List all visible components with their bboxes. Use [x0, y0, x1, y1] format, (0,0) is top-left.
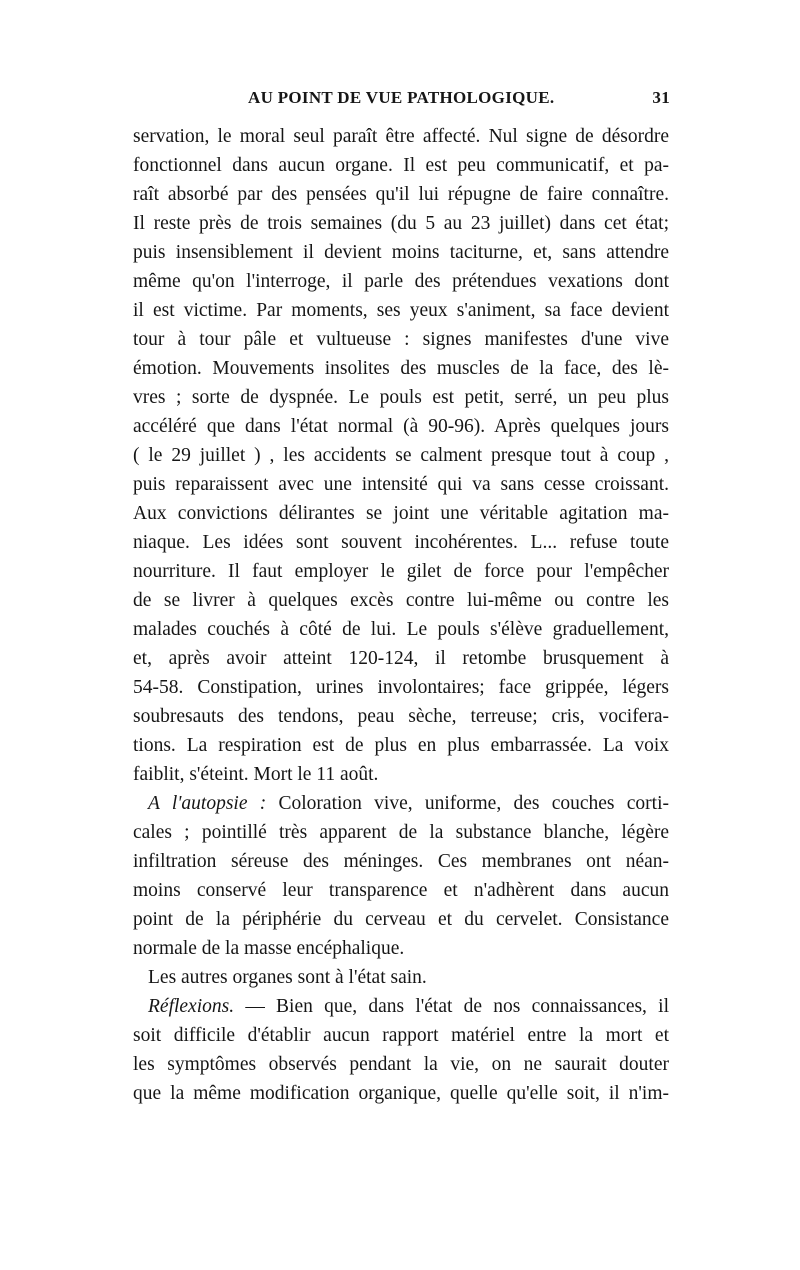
text-line: infiltration séreuse des méninges. Ces membranes ont néan-: [133, 851, 669, 872]
text-line: soit difficile d'établir aucun rapport matériel entre la mort et: [133, 1025, 669, 1046]
text-line: accéléré que dans l'état normal (à 90-96). Après quelques jours: [133, 416, 669, 437]
text-line: vres ; sorte de dyspnée. Le pouls est petit, serré, un peu plus: [133, 387, 669, 408]
reflections-text: — Bien que, dans l'état de nos connaissances, il: [234, 996, 669, 1017]
running-title: AU POINT DE VUE PATHOLOGIQUE.: [248, 88, 555, 107]
text-line: et, après avoir atteint 120-124, il retombe brusquement à: [133, 648, 669, 669]
text-line: il est victime. Par moments, ses yeux s'animent, sa face devient: [133, 300, 669, 321]
text-line: niaque. Les idées sont souvent incohérentes. L... refuse toute: [133, 532, 669, 553]
text-line: puis insensiblement il devient moins taciturne, et, sans attendre: [133, 242, 669, 263]
text-line: cales ; pointillé très apparent de la substance blanche, légère: [133, 822, 669, 843]
text-line: 54-58. Constipation, urines involontaires; face grippée, légers: [133, 677, 669, 698]
text-line: tour à tour pâle et vultueuse : signes manifestes d'une vive: [133, 329, 669, 350]
text-line: que la même modification organique, quelle qu'elle soit, il n'im-: [133, 1083, 669, 1104]
text-line: point de la périphérie du cerveau et du cervelet. Consistance: [133, 909, 669, 930]
text-line: raît absorbé par des pensées qu'il lui répugne de faire connaître.: [133, 184, 669, 205]
autopsy-text: Coloration vive, uniforme, des couches corti-: [278, 793, 670, 814]
text-line: servation, le moral seul paraît être affecté. Nul signe de désordre: [133, 126, 669, 147]
text-line: malades couchés à côté de lui. Le pouls s'élève graduellement,: [133, 619, 669, 640]
running-header: [130, 88, 670, 116]
text-line: puis reparaissent avec une intensité qui va sans cesse croissant.: [133, 474, 669, 495]
text-line: fonctionnel dans aucun organe. Il est peu communicatif, et pa-: [133, 155, 669, 176]
text-line: soubresauts des tendons, peau sèche, terreuse; cris, vocifera-: [133, 706, 669, 727]
text-line: faiblit, s'éteint. Mort le 11 août.: [133, 764, 379, 785]
text-line: même qu'on l'interroge, il parle des prétendues vexations dont: [133, 271, 669, 292]
reflections-paragraph-start: [133, 994, 669, 1020]
autopsy-label: A l'autopsie :: [148, 793, 267, 814]
text-line: nourriture. Il faut employer le gilet de force pour l'empêcher: [133, 561, 669, 582]
text-line: ( le 29 juillet ) , les accidents se calment presque tout à coup ,: [133, 445, 669, 466]
text-line: Il reste près de trois semaines (du 5 au 23 juillet) dans cet état;: [133, 213, 669, 234]
reflections-label: Réflexions.: [148, 996, 235, 1017]
text-line: émotion. Mouvements insolites des muscles de la face, des lè-: [133, 358, 669, 379]
text-line: tions. La respiration est de plus en plus embarrassée. La voix: [133, 735, 669, 756]
page-number: 31: [652, 88, 670, 107]
text-line: de se livrer à quelques excès contre lui-même ou contre les: [133, 590, 669, 611]
text-line: Aux convictions délirantes se joint une véritable agitation ma-: [133, 503, 669, 524]
text-line: moins conservé leur transparence et n'adhèrent dans aucun: [133, 880, 669, 901]
autopsy-paragraph-start: [133, 791, 669, 817]
organs-line: Les autres organes sont à l'état sain.: [148, 967, 427, 988]
text-line: les symptômes observés pendant la vie, on ne saurait douter: [133, 1054, 669, 1075]
text-line: normale de la masse encéphalique.: [133, 938, 405, 959]
